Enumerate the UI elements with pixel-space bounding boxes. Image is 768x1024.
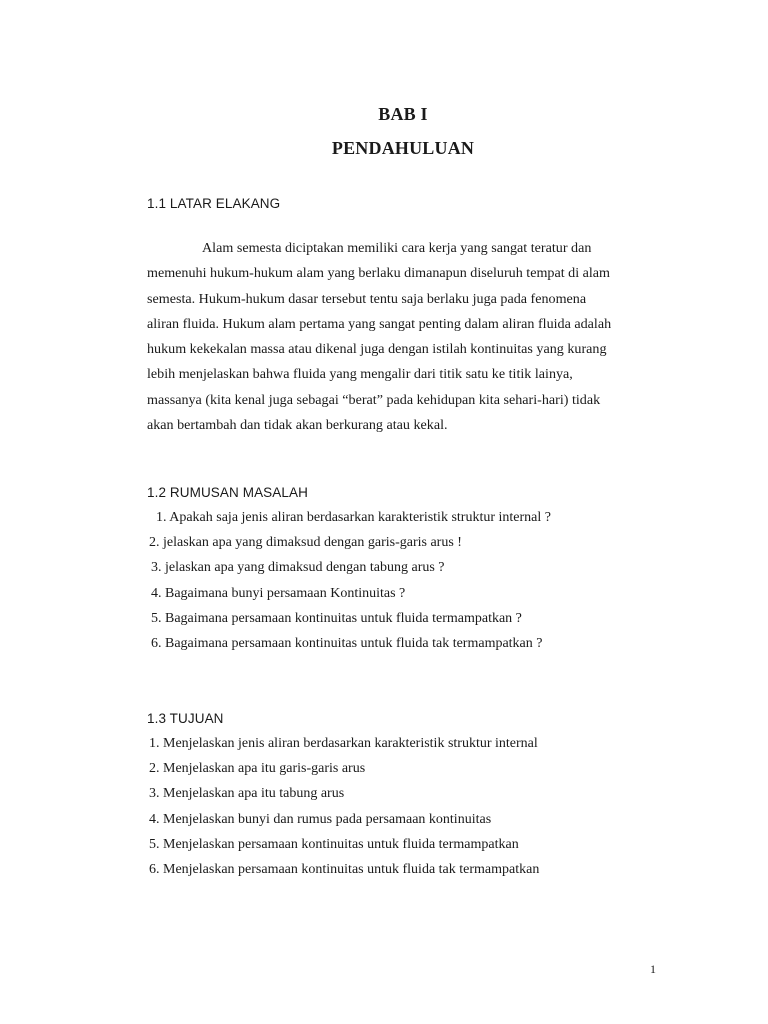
list-item: 6. Menjelaskan persamaan kontinuitas untuk fluida tak termampatkan xyxy=(149,861,540,877)
chapter-number: BAB I xyxy=(378,104,428,124)
list-item: 2. jelaskan apa yang dimaksud dengan garis-garis arus ! xyxy=(149,535,462,551)
page-number: 1 xyxy=(650,962,656,976)
list-item: 4. Menjelaskan bunyi dan rumus pada persamaan kontinuitas xyxy=(149,811,492,827)
paragraph-line: Alam semesta diciptakan memiliki cara kerja yang sangat teratur dan xyxy=(202,240,592,256)
paragraph-line: akan bertambah dan tidak akan berkurang atau kekal. xyxy=(147,417,448,434)
list-item: 1. Menjelaskan jenis aliran berdasarkan karakteristik struktur internal xyxy=(149,736,538,751)
list-item: 1. Apakah saja jenis aliran berdasarkan karakteristik struktur internal ? xyxy=(156,510,551,525)
list-item: 5. Menjelaskan persamaan kontinuitas untuk fluida termampatkan xyxy=(149,836,519,852)
chapter-title: PENDAHULUAN xyxy=(331,138,475,158)
paragraph-line: semesta. Hukum-hukum dasar tersebut tentu saja berlaku juga pada fenomena xyxy=(147,290,587,307)
paragraph-line: lebih menjelaskan bahwa fluida yang mengalir dari titik satu ke titik lainya, xyxy=(147,366,573,383)
paragraph-line: hukum kekekalan massa atau dikenal juga dengan istilah kontinuitas yang kurang xyxy=(147,341,607,358)
paragraph-line: aliran fluida. Hukum alam pertama yang sangat penting dalam aliran fluida adalah xyxy=(147,315,612,332)
section-heading-rumusan-masalah: 1.2 RUMUSAN MASALAH xyxy=(147,485,308,500)
rumusan-masalah-list xyxy=(149,505,551,656)
list-item: 6. Bagaimana persamaan kontinuitas untuk fluida tak termampatkan ? xyxy=(151,635,543,651)
paragraph-line: massanya (kita kenal juga sebagai “berat” pada kehidupan kita sehari-hari) tidak xyxy=(147,391,601,408)
latar-belakang-paragraph xyxy=(147,236,667,438)
list-item: 3. Menjelaskan apa itu tabung arus xyxy=(149,786,345,802)
section-heading-tujuan: 1.3 TUJUAN xyxy=(147,711,224,726)
list-item: 3. jelaskan apa yang dimaksud dengan tabung arus ? xyxy=(151,560,445,576)
list-item: 2. Menjelaskan apa itu garis-garis arus xyxy=(149,761,366,777)
list-item: 4. Bagaimana bunyi persamaan Kontinuitas ? xyxy=(151,585,406,601)
section-heading-latar-belakang: 1.1 LATAR ELAKANG xyxy=(147,196,281,211)
list-item: 5. Bagaimana persamaan kontinuitas untuk fluida termampatkan ? xyxy=(151,610,522,626)
tujuan-list xyxy=(149,731,539,882)
paragraph-line: memenuhi hukum-hukum alam yang berlaku dimanapun diseluruh tempat di alam xyxy=(147,265,611,282)
